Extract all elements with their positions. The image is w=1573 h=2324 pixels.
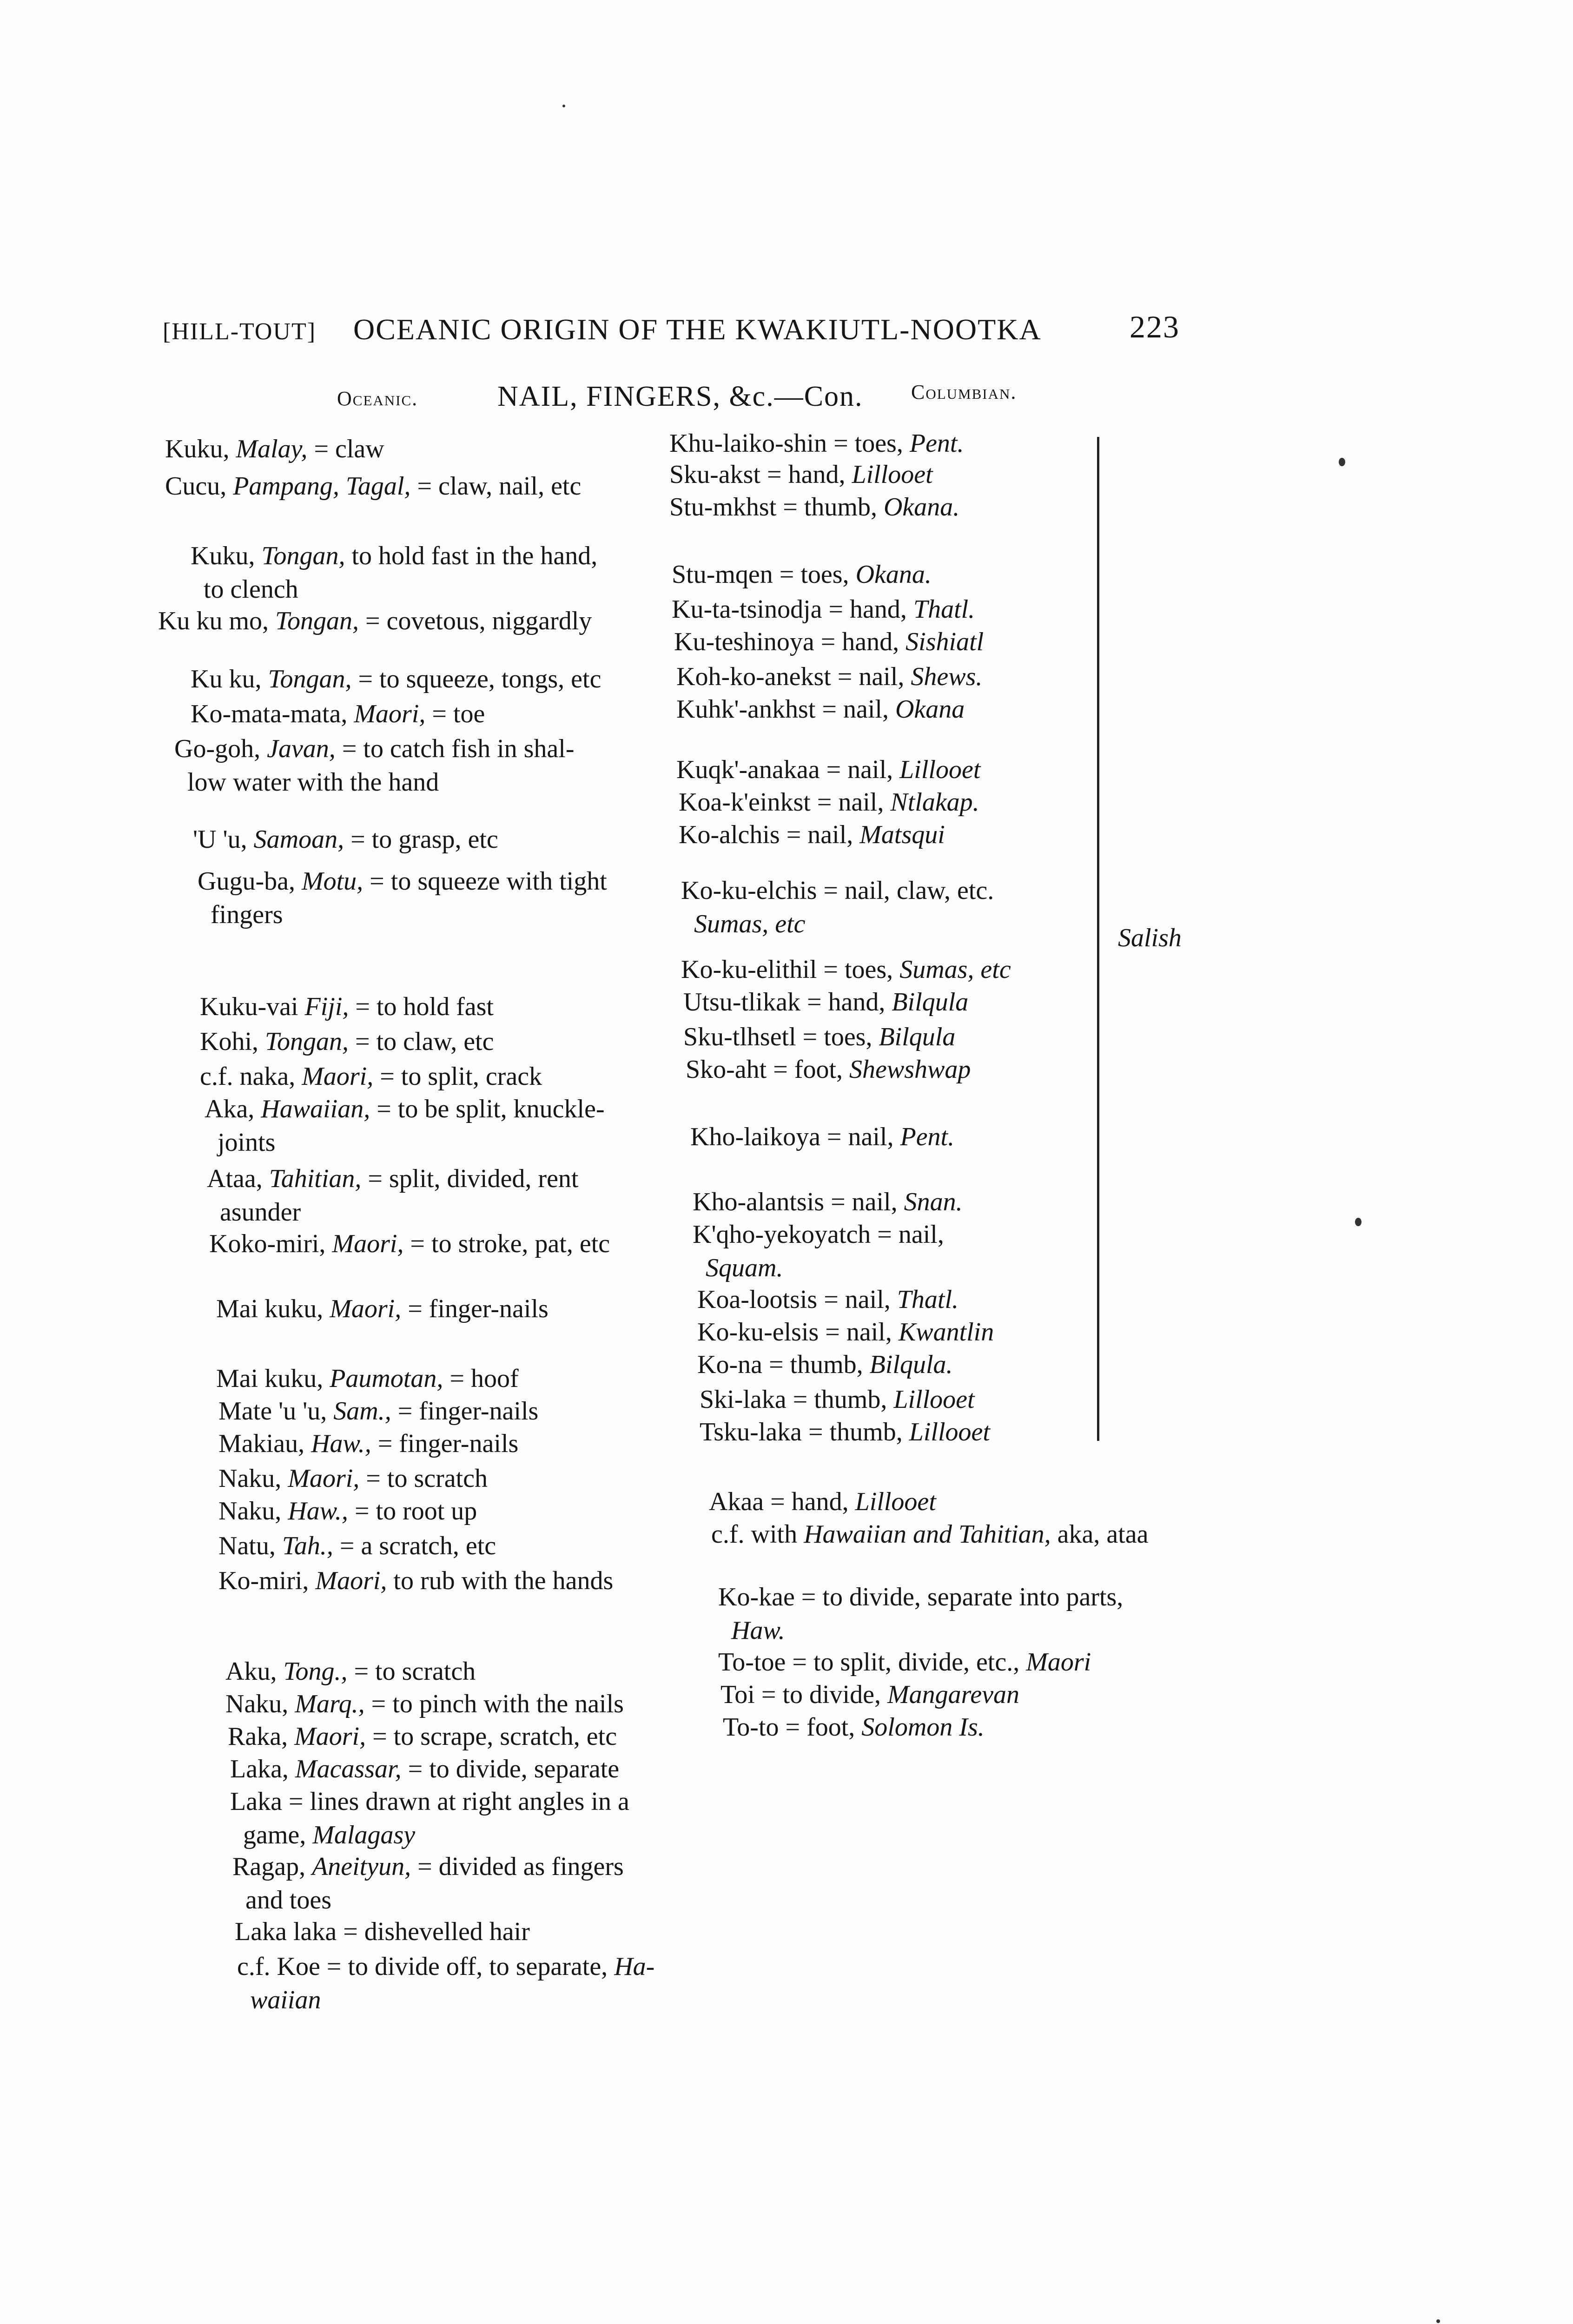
- entry-text: Kuqk'-anakaa = nail,: [676, 755, 900, 784]
- entry-language: Pent.: [900, 1122, 955, 1151]
- margin-speck: [1436, 2319, 1440, 2323]
- column-heading-columbian: Columbian.: [911, 381, 1017, 403]
- entry-language: Thatl.: [913, 595, 975, 624]
- entry-text: Ku-teshinoya = hand,: [674, 627, 906, 656]
- entry-text: Tsku-laka = thumb,: [700, 1418, 909, 1446]
- entry-language: Okana: [895, 695, 965, 724]
- entry-text: Ku ku mo,: [158, 607, 275, 635]
- columbian-entry: [718, 1645, 1091, 1679]
- entry-text: Khu-laiko-shin = toes,: [669, 429, 910, 458]
- entry-text: Natu,: [218, 1532, 282, 1560]
- entry-text: Ko-ku-elchis = nail, claw, etc.: [681, 876, 994, 905]
- entry-language: Bilqula.: [869, 1350, 953, 1379]
- entry-language: Hawaiian,: [261, 1095, 370, 1123]
- entry-gloss: = to catch fish in shal- low water with the hand: [187, 734, 575, 797]
- entry-language: Bilqula: [879, 1023, 956, 1051]
- entry-text: Mai kuku,: [216, 1364, 330, 1393]
- columbian-entry: [723, 1710, 985, 1744]
- columbian-entry: [683, 1020, 955, 1054]
- entry-text: Koh-ko-anekst = nail,: [676, 662, 911, 691]
- columbian-entry: [681, 874, 994, 941]
- oceanic-entry: [232, 1850, 624, 1917]
- entry-language: Malagasy: [312, 1821, 416, 1849]
- oceanic-entry: [230, 1785, 629, 1852]
- oceanic-entry: [218, 1529, 496, 1563]
- oceanic-entry: [193, 823, 498, 856]
- entry-text: Makiau,: [218, 1429, 311, 1458]
- entry-gloss: = split, divided, rent asunder: [220, 1164, 579, 1227]
- entry-text: Sku-akst = hand,: [669, 460, 852, 489]
- columbian-entry: [676, 693, 965, 726]
- entry-gloss: = claw: [307, 435, 384, 463]
- oceanic-entry: [228, 1720, 617, 1753]
- entry-language: Maori,: [315, 1566, 387, 1595]
- columbian-entry: [711, 1518, 1149, 1551]
- entry-text: Sko-aht = foot,: [686, 1055, 849, 1084]
- oceanic-entry: [225, 1687, 624, 1721]
- entry-text: Ko-ku-elithil = toes,: [681, 955, 900, 984]
- entry-language: Okana.: [883, 493, 960, 522]
- entry-language: Pent.: [909, 429, 964, 458]
- entry-text: Kuku-vai: [200, 992, 305, 1021]
- entry-language: Fiji,: [304, 992, 349, 1021]
- entry-gloss: = to be split, knuckle- joints: [218, 1095, 605, 1157]
- oceanic-entry: [209, 1227, 610, 1261]
- entry-language: Tongan,: [275, 607, 359, 635]
- entry-text: Naku,: [218, 1464, 288, 1493]
- entry-language: Ntlakap.: [890, 788, 979, 817]
- entry-language: Lillooet: [855, 1487, 936, 1516]
- oceanic-entry: [237, 1950, 654, 2017]
- entry-language: Macassar,: [295, 1755, 402, 1783]
- entry-language: Tongan,: [268, 665, 352, 693]
- entry-text: Ko-ku-elsis = nail,: [697, 1318, 899, 1347]
- entry-language: Paumotan,: [330, 1364, 443, 1393]
- columbian-entry: [672, 558, 932, 591]
- entry-gloss: = a scratch, etc: [333, 1532, 496, 1560]
- entry-gloss: = finger-nails: [391, 1397, 539, 1426]
- entry-gloss: = to scratch: [347, 1657, 476, 1686]
- oceanic-entry: [191, 662, 601, 696]
- columbian-entry: [697, 1283, 958, 1316]
- entry-text: Laka laka = dishevelled hair: [235, 1917, 530, 1946]
- entry-language: Javan,: [267, 734, 336, 763]
- columbian-entry: [693, 1185, 963, 1219]
- entry-language: Sishiatl: [905, 627, 984, 656]
- entry-language: Malay,: [236, 435, 308, 463]
- oceanic-entry: [205, 1092, 605, 1159]
- oceanic-entry: [218, 1494, 477, 1528]
- columbian-entry: [686, 1053, 971, 1086]
- entry-text: Kuku,: [165, 435, 236, 463]
- entry-text: 'U 'u,: [193, 825, 254, 854]
- entry-gloss: = toe: [425, 700, 485, 728]
- entry-gloss: = to scratch: [359, 1464, 488, 1493]
- oceanic-entry: [216, 1362, 519, 1395]
- entry-text: Toi = to divide,: [720, 1680, 887, 1709]
- entry-language: Thatl.: [897, 1285, 959, 1314]
- entry-gloss: = to squeeze with tight fingers: [211, 867, 607, 929]
- entry-gloss: = to grasp, etc: [344, 825, 498, 854]
- entry-language: Shews.: [911, 662, 983, 691]
- entry-text: Kho-alantsis = nail,: [693, 1188, 904, 1216]
- columbian-entry: [674, 625, 984, 659]
- entry-language: Aneityun,: [312, 1852, 411, 1881]
- entry-text: Go-goh,: [174, 734, 267, 763]
- entry-text: Ko-mata-mata,: [191, 700, 354, 728]
- entry-text: To-to = foot,: [723, 1713, 862, 1742]
- entry-language: Motu,: [301, 867, 364, 896]
- entry-language: Maori,: [330, 1294, 402, 1323]
- entry-gloss: to hold fast in the hand, to clench: [204, 541, 598, 604]
- entry-language: Matsqui: [859, 820, 945, 849]
- entry-language: Okana.: [855, 560, 932, 589]
- entry-text: Akaa = hand,: [709, 1487, 855, 1516]
- entry-language: Maori,: [354, 700, 426, 728]
- columbian-entry: [676, 753, 980, 786]
- oceanic-entry: [235, 1915, 530, 1948]
- entry-language: Ha- waiian: [250, 1952, 655, 2014]
- entry-text: Kuhk'-ankhst = nail,: [676, 695, 895, 724]
- columbian-entry: [669, 427, 964, 460]
- entry-gloss: = to scrape, scratch, etc: [366, 1722, 617, 1751]
- oceanic-entry: [218, 1564, 613, 1598]
- entry-language: Haw.,: [288, 1497, 348, 1525]
- entry-gloss: to rub with the hands: [387, 1566, 614, 1595]
- entry-language: Samoan,: [253, 825, 344, 854]
- entry-language: Lillooet: [909, 1418, 990, 1446]
- entry-text: Ku ku,: [191, 665, 268, 693]
- entry-text: Mate 'u 'u,: [218, 1397, 334, 1426]
- entry-text: Ko-alchis = nail,: [679, 820, 860, 849]
- entry-gloss: = claw, nail, etc: [410, 472, 582, 501]
- entry-text: Aku,: [225, 1657, 284, 1686]
- entry-text: Raka,: [228, 1722, 295, 1751]
- entry-language: Lillooet: [899, 755, 981, 784]
- entry-text: Koa-lootsis = nail,: [697, 1285, 897, 1314]
- entry-language: Kwantlin: [898, 1318, 994, 1347]
- entry-text: Mai kuku,: [216, 1294, 330, 1323]
- columbian-entry: [669, 490, 959, 524]
- page-number: 223: [1130, 309, 1180, 344]
- entry-language: Hawaiian and Tahitian,: [804, 1520, 1051, 1549]
- entry-text: Stu-mkhst = thumb,: [669, 493, 884, 522]
- entry-gloss: = to claw, etc: [349, 1027, 494, 1056]
- entry-text: Kho-laikoya = nail,: [690, 1122, 900, 1151]
- oceanic-entry: [165, 469, 581, 503]
- entry-text: Ku-ta-tsinodja = hand,: [672, 595, 913, 624]
- oceanic-entry: [218, 1394, 538, 1428]
- oceanic-entry: [165, 432, 384, 466]
- oceanic-entry: [200, 1060, 542, 1093]
- section-heading: NAIL, FINGERS, &c.—Con.: [497, 381, 863, 412]
- margin-speck: [562, 105, 565, 107]
- columbian-entry: [709, 1485, 936, 1519]
- entry-language: Tah.,: [282, 1532, 333, 1560]
- columbian-entry: [697, 1348, 953, 1381]
- entry-text: Ko-na = thumb,: [697, 1350, 870, 1379]
- columbian-entry: [718, 1580, 1123, 1647]
- entry-text: Koa-k'einkst = nail,: [679, 788, 891, 817]
- entry-language: Sumas, etc: [899, 955, 1011, 984]
- oceanic-entry: [200, 1025, 494, 1058]
- entry-text: Ski-laka = thumb,: [700, 1385, 894, 1414]
- oceanic-entry: [198, 865, 607, 931]
- columbian-entry: [679, 818, 945, 852]
- entry-language: Maori,: [288, 1464, 360, 1493]
- entry-language: Tong.,: [283, 1657, 348, 1686]
- entry-language: Sumas, etc: [694, 910, 806, 938]
- oceanic-entry: [158, 604, 592, 638]
- entry-text: Ko-kae = to divide, separate into parts,: [718, 1583, 1124, 1611]
- entry-text: Stu-mqen = toes,: [672, 560, 856, 589]
- oceanic-entry: [225, 1655, 476, 1688]
- running-head-title: OCEANIC ORIGIN OF THE KWAKIUTL-NOOTKA: [353, 313, 1042, 346]
- entry-language: Mangarevan: [887, 1680, 1020, 1709]
- entry-language: Bilqula: [892, 988, 969, 1017]
- entry-text: c.f. naka,: [200, 1062, 302, 1091]
- entry-language: Lillooet: [852, 460, 933, 489]
- columbian-entry: [669, 458, 933, 491]
- columbian-entry: [681, 953, 1011, 986]
- entry-text: K'qho-yekoyatch = nail,: [693, 1220, 944, 1249]
- entry-language: Shewshwap: [849, 1055, 971, 1084]
- entry-language: Snan.: [904, 1188, 963, 1216]
- entry-text: c.f. Koe = to divide off, to separate,: [237, 1952, 615, 1981]
- columbian-entry: [679, 786, 979, 819]
- entry-gloss: = to root up: [348, 1497, 477, 1525]
- entry-language: Squam.: [706, 1254, 783, 1282]
- columbian-entry: [693, 1218, 944, 1285]
- column-heading-oceanic: Oceanic.: [337, 387, 418, 410]
- entry-language: Pampang, Tagal,: [233, 472, 411, 501]
- entry-text: Laka = lines drawn at right angles in a game,: [230, 1787, 629, 1849]
- entry-text: Aka,: [205, 1095, 261, 1123]
- entry-gloss: = finger-nails: [401, 1294, 549, 1323]
- entry-text: Kohi,: [200, 1027, 265, 1056]
- entry-gloss: = hoof: [443, 1364, 519, 1393]
- entry-language: Solomon Is.: [861, 1713, 985, 1742]
- entry-text: Ko-miri,: [218, 1566, 316, 1595]
- bracket-label-salish: Salish: [1118, 924, 1182, 952]
- entry-text: Gugu-ba,: [198, 867, 302, 896]
- columbian-entry: [683, 985, 968, 1019]
- entry-text: Ataa,: [207, 1164, 269, 1193]
- entry-gloss: = to hold fast: [349, 992, 494, 1021]
- entry-text: To-toe = to split, divide, etc.,: [718, 1648, 1026, 1677]
- oceanic-entry: [174, 732, 575, 799]
- entry-language: Maori,: [294, 1722, 366, 1751]
- entry-text: c.f. with: [711, 1520, 804, 1549]
- entry-language: Tongan,: [265, 1027, 349, 1056]
- entry-gloss: = to squeeze, tongs, etc: [351, 665, 601, 693]
- oceanic-entry: [191, 697, 485, 731]
- columbian-entry: [690, 1120, 954, 1154]
- entry-language: Marq.,: [295, 1690, 365, 1718]
- salish-bracket: [1092, 437, 1099, 1441]
- oceanic-entry: [218, 1462, 488, 1495]
- entry-gloss: = to split, crack: [373, 1062, 542, 1091]
- entry-gloss: = to stroke, pat, etc: [403, 1229, 610, 1258]
- entry-language: Tahitian,: [269, 1164, 362, 1193]
- oceanic-entry: [230, 1752, 619, 1786]
- entry-language: Maori,: [302, 1062, 374, 1091]
- entry-gloss: = to divide, separate: [401, 1755, 620, 1783]
- oceanic-entry: [216, 1292, 549, 1326]
- entry-language: Maori,: [332, 1229, 404, 1258]
- entry-text: Sku-tlhsetl = toes,: [683, 1023, 879, 1051]
- columbian-entry: [672, 593, 975, 626]
- columbian-entry: [697, 1315, 994, 1349]
- entry-text: Naku,: [225, 1690, 295, 1718]
- entry-text: Kuku,: [191, 541, 262, 570]
- margin-speck: [1355, 1218, 1362, 1226]
- running-head-author: [HILL-TOUT]: [163, 318, 317, 345]
- entry-language: Maori: [1026, 1648, 1091, 1677]
- entry-text: Utsu-tlikak = hand,: [683, 988, 892, 1017]
- oceanic-entry: [207, 1162, 579, 1229]
- entry-gloss: = covetous, niggardly: [359, 607, 592, 635]
- entry-language: Haw.: [731, 1616, 785, 1645]
- entry-text: Laka,: [230, 1755, 295, 1783]
- entry-language: Tongan,: [261, 541, 345, 570]
- columbian-entry: [720, 1678, 1019, 1711]
- entry-text: Koko-miri,: [209, 1229, 332, 1258]
- oceanic-entry: [191, 539, 597, 606]
- entry-gloss: aka, ataa: [1051, 1520, 1149, 1549]
- margin-speck: [1339, 458, 1345, 466]
- entry-language: Haw.,: [311, 1429, 371, 1458]
- entry-gloss: = to pinch with the nails: [364, 1690, 624, 1718]
- entry-language: Sam.,: [333, 1397, 391, 1426]
- columbian-entry: [676, 660, 982, 693]
- entry-text: Naku,: [218, 1497, 288, 1525]
- entry-language: Lillooet: [893, 1385, 975, 1414]
- oceanic-entry: [200, 990, 494, 1023]
- columbian-entry: [700, 1383, 975, 1416]
- oceanic-entry: [218, 1427, 518, 1460]
- entry-gloss: = divided as fingers and toes: [245, 1852, 624, 1915]
- columbian-entry: [700, 1415, 990, 1449]
- entry-text: Cucu,: [165, 472, 233, 501]
- entry-gloss: = finger-nails: [371, 1429, 519, 1458]
- entry-text: Ragap,: [232, 1852, 312, 1881]
